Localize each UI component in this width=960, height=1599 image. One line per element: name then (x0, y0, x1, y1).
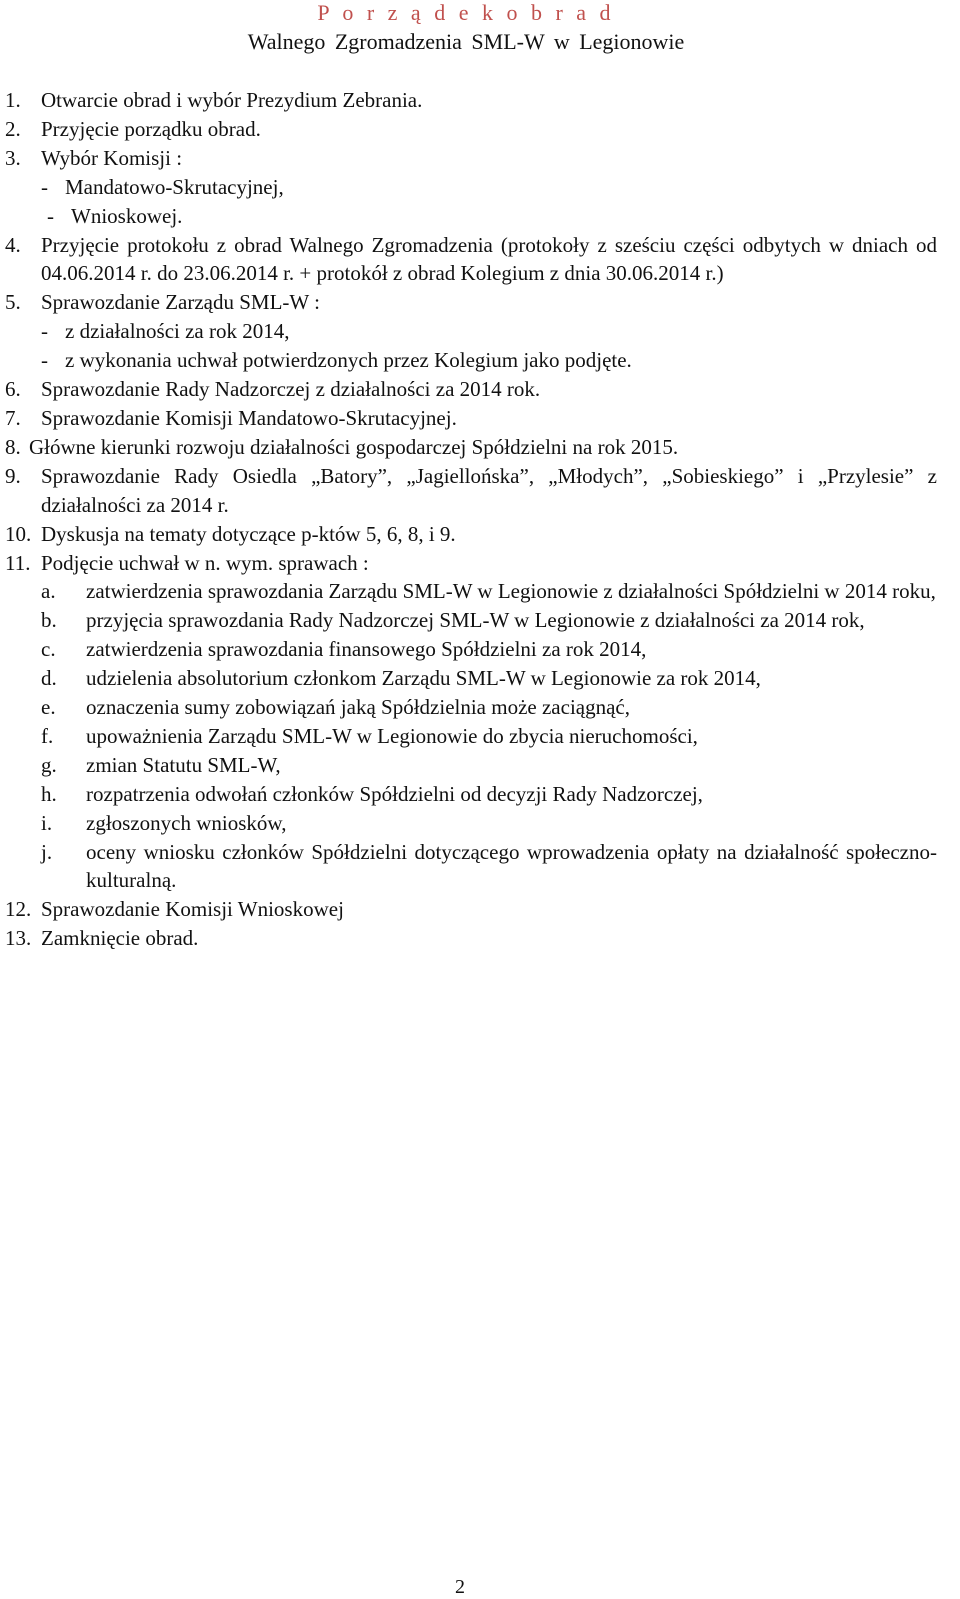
agenda-subitem (5, 173, 937, 202)
agenda-item-number: 9. (5, 463, 21, 488)
agenda-item-13 (5, 924, 937, 953)
subitem-text: zmian Statutu SML-W, (86, 752, 281, 777)
dash-marker: - (41, 348, 48, 373)
resolution-subitem-f (5, 722, 937, 751)
agenda-item-number: 7. (5, 405, 21, 430)
dash-marker: - (41, 319, 48, 344)
agenda-item-text: Zamknięcie obrad. (41, 926, 199, 951)
agenda-item-number: 10. (5, 521, 32, 546)
agenda-subitem (5, 346, 937, 375)
resolution-subitem-i (5, 809, 937, 838)
resolution-subitem-b (5, 606, 937, 635)
subitem-text: przyjęcia sprawozdania Rady Nadzorczej SML-W w Legionowie z działalności za 2014 rok, (86, 608, 865, 633)
agenda-item-number: 1. (5, 88, 21, 112)
agenda-item-text: Sprawozdanie Rady Osiedla „Batory”, „Jagiellońska”, „Młodych”, „Sobieskiego” i „Przylesie” z działalności za 2014 r. (41, 463, 937, 517)
document-subtitle: Walnego Zgromadzenia SML-W w Legionowie (247, 29, 685, 54)
subitem-letter: c. (41, 637, 56, 662)
subitem-text: oceny wniosku członków Spółdzielni dotyczącego wprowadzenia opłaty na działalność społeczno-kulturalną. (86, 839, 937, 893)
agenda-subitem-text: Mandatowo-Skrutacyjnej, (65, 174, 284, 199)
agenda-item-number: 8. (5, 434, 21, 459)
subitem-letter: a. (41, 579, 56, 604)
agenda-item-8 (5, 433, 937, 462)
subitem-letter: d. (41, 666, 57, 691)
agenda-item-number: 3. (5, 145, 21, 170)
dash-marker: - (47, 203, 54, 228)
resolution-subitem-e (5, 693, 937, 722)
agenda-item-10 (5, 520, 937, 549)
agenda-item-number: 4. (5, 232, 21, 257)
subitem-letter: e. (41, 695, 56, 720)
agenda-item-4 (5, 231, 937, 289)
agenda-item-text: Przyjęcie porządku obrad. (41, 116, 261, 141)
subitem-letter: j. (41, 839, 53, 864)
resolution-subitem-d (5, 664, 937, 693)
agenda-item-number: 6. (5, 377, 21, 402)
agenda-item-7 (5, 404, 937, 433)
agenda-subitem (5, 317, 937, 346)
agenda-item-12 (5, 895, 937, 924)
agenda-subitem-text: Wnioskowej. (71, 203, 183, 228)
agenda-item-6 (5, 375, 937, 404)
agenda-item-text: Główne kierunki rozwoju działalności gospodarczej Spółdzielni na rok 2015. (29, 434, 679, 459)
agenda-item-text: Otwarcie obrad i wybór Prezydium Zebrania. (41, 88, 423, 112)
subitem-letter: f. (41, 723, 54, 748)
agenda-item-text: Sprawozdanie Rady Nadzorczej z działalności za 2014 rok. (41, 377, 541, 402)
agenda-item-number: 13. (5, 926, 32, 951)
agenda-item-text: Podjęcie uchwał w n. wym. sprawach : (41, 550, 369, 575)
agenda-subitem-text: z działalności za rok 2014, (65, 319, 290, 344)
subitem-text: zatwierdzenia sprawozdania Zarządu SML-W w Legionowie z działalności Spółdzielni w 2014 roku, (86, 579, 936, 604)
agenda-item-text: Dyskusja na tematy dotyczące p-któw 5, 6, 8, i 9. (41, 521, 456, 546)
subitem-letter: i. (41, 810, 53, 835)
subitem-letter: b. (41, 608, 57, 633)
agenda-item-text: Sprawozdanie Zarządu SML-W : (41, 290, 320, 315)
agenda-item-text: Przyjęcie protokołu z obrad Walnego Zgromadzenia (protokoły z sześciu części odbytych w dniach od 04.06.2014 r. do 23.06.2014 r. + protokół z obrad Kolegium z dnia 30.06.2014 r.) (41, 232, 937, 286)
agenda-item-number: 5. (5, 290, 21, 315)
subitem-text: upoważnienia Zarządu SML-W w Legionowie do zbycia nieruchomości, (86, 723, 698, 748)
agenda-item-2 (5, 115, 937, 144)
agenda-item-9 (5, 462, 937, 520)
subitem-letter: h. (41, 781, 57, 806)
subitem-letter: g. (41, 752, 57, 777)
dash-marker: - (41, 174, 48, 199)
agenda-item-text: Wybór Komisji : (41, 145, 183, 170)
agenda-item-text: Sprawozdanie Komisji Wnioskowej (41, 897, 344, 922)
agenda-item-5 (5, 288, 937, 317)
resolution-subitem-g (5, 751, 937, 780)
resolution-subitem-a (5, 577, 937, 606)
agenda-item-number: 11. (5, 550, 31, 575)
agenda-list (5, 86, 937, 953)
agenda-item-number: 12. (5, 897, 32, 922)
resolution-subitem-c (5, 635, 937, 664)
agenda-item-11 (5, 549, 937, 578)
agenda-item-3 (5, 144, 937, 173)
document-title: P o r z ą d e k o b r a d (317, 0, 615, 25)
agenda-item-text: Sprawozdanie Komisji Mandatowo-Skrutacyjnej. (41, 405, 457, 430)
resolution-subitem-h (5, 780, 937, 809)
resolution-subitem-j (5, 838, 937, 896)
agenda-item-1 (5, 86, 937, 115)
subitem-text: zatwierdzenia sprawozdania finansowego Spółdzielni za rok 2014, (86, 637, 647, 662)
subitem-text: oznaczenia sumy zobowiązań jaką Spółdzielnia może zaciągnąć, (86, 695, 630, 720)
agenda-item-number: 2. (5, 116, 21, 141)
agenda-subitem-text: z wykonania uchwał potwierdzonych przez Kolegium jako podjęte. (65, 348, 632, 373)
agenda-subitem (5, 202, 937, 231)
page-number: 2 (455, 1576, 465, 1598)
subitem-text: zgłoszonych wniosków, (86, 810, 287, 835)
subitem-text: rozpatrzenia odwołań członków Spółdzielni od decyzji Rady Nadzorczej, (86, 781, 703, 806)
subitem-text: udzielenia absolutorium członkom Zarządu SML-W w Legionowie za rok 2014, (86, 666, 761, 691)
